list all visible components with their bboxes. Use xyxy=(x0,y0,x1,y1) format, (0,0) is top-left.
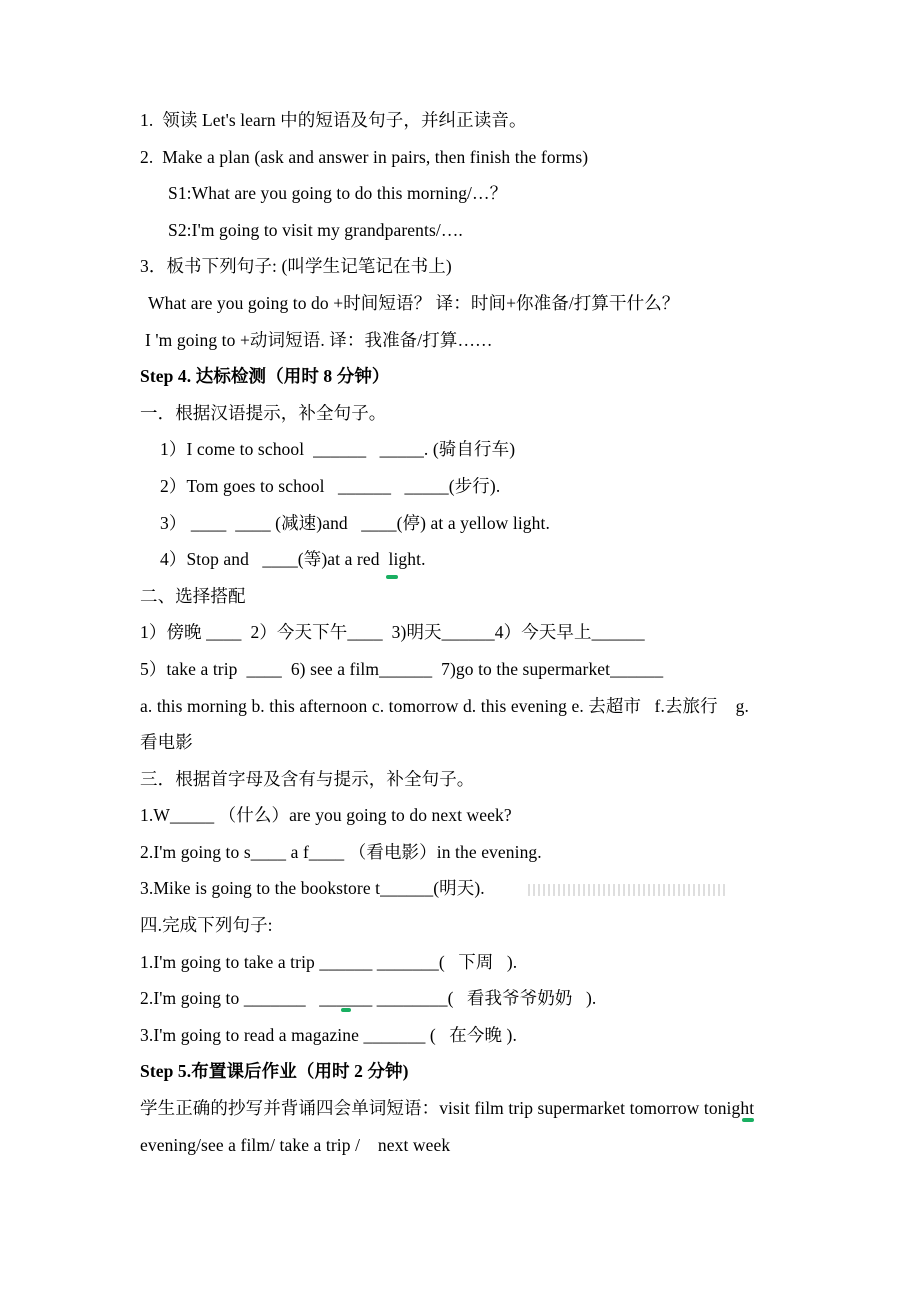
section-3-heading: 三．根据首字母及含有与提示，补全句子。 xyxy=(140,768,475,789)
matching-options: a. this morning b. this afternoon c. tomorrow d. this evening e. 去超市 f.去旅行 g. xyxy=(140,695,749,716)
faint-watermark xyxy=(528,884,725,896)
teaching-step-1: 1. 领读 Let's learn 中的短语及句子，并纠正读音。 xyxy=(140,110,527,130)
spellcheck-mark xyxy=(341,1008,351,1012)
complete-item-3: 3.I'm going to read a magazine _______ ( 在今晚 ). xyxy=(140,1024,517,1045)
board-sentence-1: What are you going to do +时间短语？ 译：时间+你准备/打算干什么？ xyxy=(148,292,680,313)
fill-item-3: 3） ____ ____ (减速)and ____(停) at a yellow light. xyxy=(160,512,550,533)
section-1-heading: 一．根据汉语提示，补全句子。 xyxy=(140,402,387,423)
board-sentence-2: I 'm going to +动词短语. 译：我准备/打算…… xyxy=(145,329,493,350)
section-4-heading: 四.完成下列句子: xyxy=(140,915,273,936)
fill-item-4: 4）Stop and ____(等)at a red light. xyxy=(160,549,426,570)
homework-line-1: 学生正确的抄写并背诵四会单词短语：visit film trip supermarket tomorrow tonight xyxy=(140,1098,755,1119)
complete-item-2: 2.I'm going to _______ ______ ________( 看我爷爷奶奶 ). xyxy=(140,988,597,1009)
spellcheck-mark xyxy=(742,1118,754,1122)
dialogue-s2: S2:I'm going to visit my grandparents/…. xyxy=(168,219,463,240)
matching-row-2: 5）take a trip ____ 6) see a film______ 7)go to the supermarket______ xyxy=(140,658,664,679)
fill-item-2: 2）Tom goes to school ______ _____(步行). xyxy=(160,475,501,496)
firstletter-item-3: 3.Mike is going to the bookstore t______(明天). xyxy=(140,878,485,899)
spellcheck-mark xyxy=(386,575,398,579)
matching-row-1: 1）傍晚 ____ 2）今天下午____ 3)明天______4）今天早上______ xyxy=(140,622,645,643)
dialogue-s1: S1:What are you going to do this morning/…？ xyxy=(168,183,508,204)
firstletter-item-2: 2.I'm going to s____ a f____ （看电影）in the evening. xyxy=(140,841,542,862)
complete-item-1: 1.I'm going to take a trip ______ _______( 下周 ). xyxy=(140,951,518,972)
section-2-heading: 二、选择搭配 xyxy=(140,585,246,606)
fill-item-1: 1）I come to school ______ _____. (骑自行车) xyxy=(160,439,516,460)
teaching-step-3: 3．板书下列句子: (叫学生记笔记在书上) xyxy=(140,256,452,277)
teaching-step-2: 2. Make a plan (ask and answer in pairs, then finish the forms) xyxy=(140,146,589,167)
firstletter-item-1: 1.W_____ （什么）are you going to do next week? xyxy=(140,805,512,826)
step4-heading: Step 4. 达标检测（用时 8 分钟） xyxy=(140,366,390,387)
homework-line-2: evening/see a film/ take a trip / next week xyxy=(140,1134,451,1155)
matching-options-wrap: 看电影 xyxy=(140,732,193,753)
step5-heading: Step 5.布置课后作业（用时 2 分钟) xyxy=(140,1061,409,1082)
